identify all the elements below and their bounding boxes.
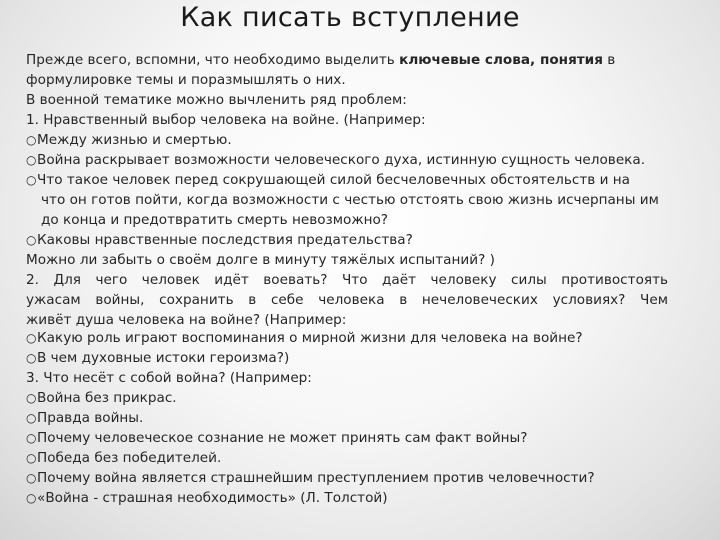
section3-bullet-list [26, 388, 702, 508]
list-item-text: В чем духовные истоки героизма?) [37, 350, 290, 366]
list-item-text: Победа без победителей. [37, 450, 222, 466]
list-item-text: Между жизнью и смертью. [37, 132, 232, 148]
section3-heading: 3. Что несёт с собой война? (Например: [26, 370, 312, 386]
bullet-circle-icon: ○ [26, 173, 37, 187]
bullet-circle-icon: ○ [26, 351, 37, 365]
list-item [26, 468, 702, 488]
list-item [26, 348, 702, 368]
list-item [26, 150, 702, 170]
bullet-circle-icon: ○ [26, 451, 37, 465]
list-item-text: до конца и предотвратить смерть невозможно? [41, 212, 389, 228]
document-body [26, 50, 702, 508]
intro-text: Прежде всего, вспомни, что необходимо выделить [26, 52, 395, 68]
bullet-circle-icon: ○ [26, 133, 37, 147]
intro-text-end: в [607, 52, 616, 68]
list-item [26, 170, 702, 190]
list-item [26, 408, 702, 428]
bullet-circle-icon: ○ [26, 471, 37, 485]
list-item [26, 130, 702, 150]
intro-keywords: ключевые слова, понятия [399, 52, 603, 68]
list-item [26, 230, 702, 250]
intro-line-2: формулировке темы и поразмышлять о них. [26, 72, 346, 88]
list-item-text: Почему человеческое сознание не может принять сам факт войны? [37, 430, 528, 446]
list-item [26, 448, 702, 468]
section2-line-1: 2. Для чего человек идёт воевать? Что даёт человеку силы противостоять [26, 272, 668, 288]
list-item-text: Война раскрывает возможности человеческого духа, истинную сущность человека. [37, 152, 646, 168]
bullet-circle-icon: ○ [26, 431, 37, 445]
list-item [26, 210, 702, 230]
section2-bullet-list [26, 328, 702, 368]
bullet-circle-icon: ○ [26, 411, 37, 425]
list-item [26, 328, 702, 348]
list-item [26, 388, 702, 408]
list-item [26, 428, 702, 448]
section2-line-2: ужасам войны, сохранить в себе человека в нечеловеческих условиях? Чем [26, 292, 668, 308]
list-item-text: Почему война является страшнейшим преступлением против человечности? [37, 470, 595, 486]
list-item-text: Каковы нравственные последствия предательства? [37, 232, 413, 248]
bullet-circle-icon: ○ [26, 331, 37, 345]
bullet-circle-icon: ○ [26, 153, 37, 167]
list-item-text: Правда войны. [37, 410, 144, 426]
list-item-text: Что такое человек перед сокрушающей силой бесчеловечных обстоятельств и на [37, 172, 630, 188]
list-item [26, 190, 702, 210]
bullet-circle-icon: ○ [26, 491, 37, 505]
section1-bullet-list [26, 130, 702, 250]
bullet-circle-icon: ○ [26, 233, 37, 247]
intro-line-1 [26, 50, 702, 70]
list-item-text: Какую роль играют воспоминания о мирной жизни для человека на войне? [37, 330, 583, 346]
list-item [26, 488, 702, 508]
section1-after: Можно ли забыть о своём долге в минуту тяжёлых испытаний? ) [26, 252, 495, 268]
section2-line-3: живёт душа человека на войне? (Например: [26, 312, 347, 328]
list-item-text: что он готов пойти, когда возможности с честью отстоять свою жизнь исчерпаны им [41, 192, 659, 208]
section1-heading: 1. Нравственный выбор человека на войне. (Например: [26, 112, 426, 128]
list-item-text: «Война - страшная необходимость» (Л. Толстой) [37, 490, 388, 506]
bullet-circle-icon: ○ [26, 391, 37, 405]
list-item-text: Война без прикрас. [37, 390, 177, 406]
page-title: Как писать вступление [180, 2, 520, 33]
intro-line-3: В военной тематике можно вычленить ряд проблем: [26, 92, 407, 108]
